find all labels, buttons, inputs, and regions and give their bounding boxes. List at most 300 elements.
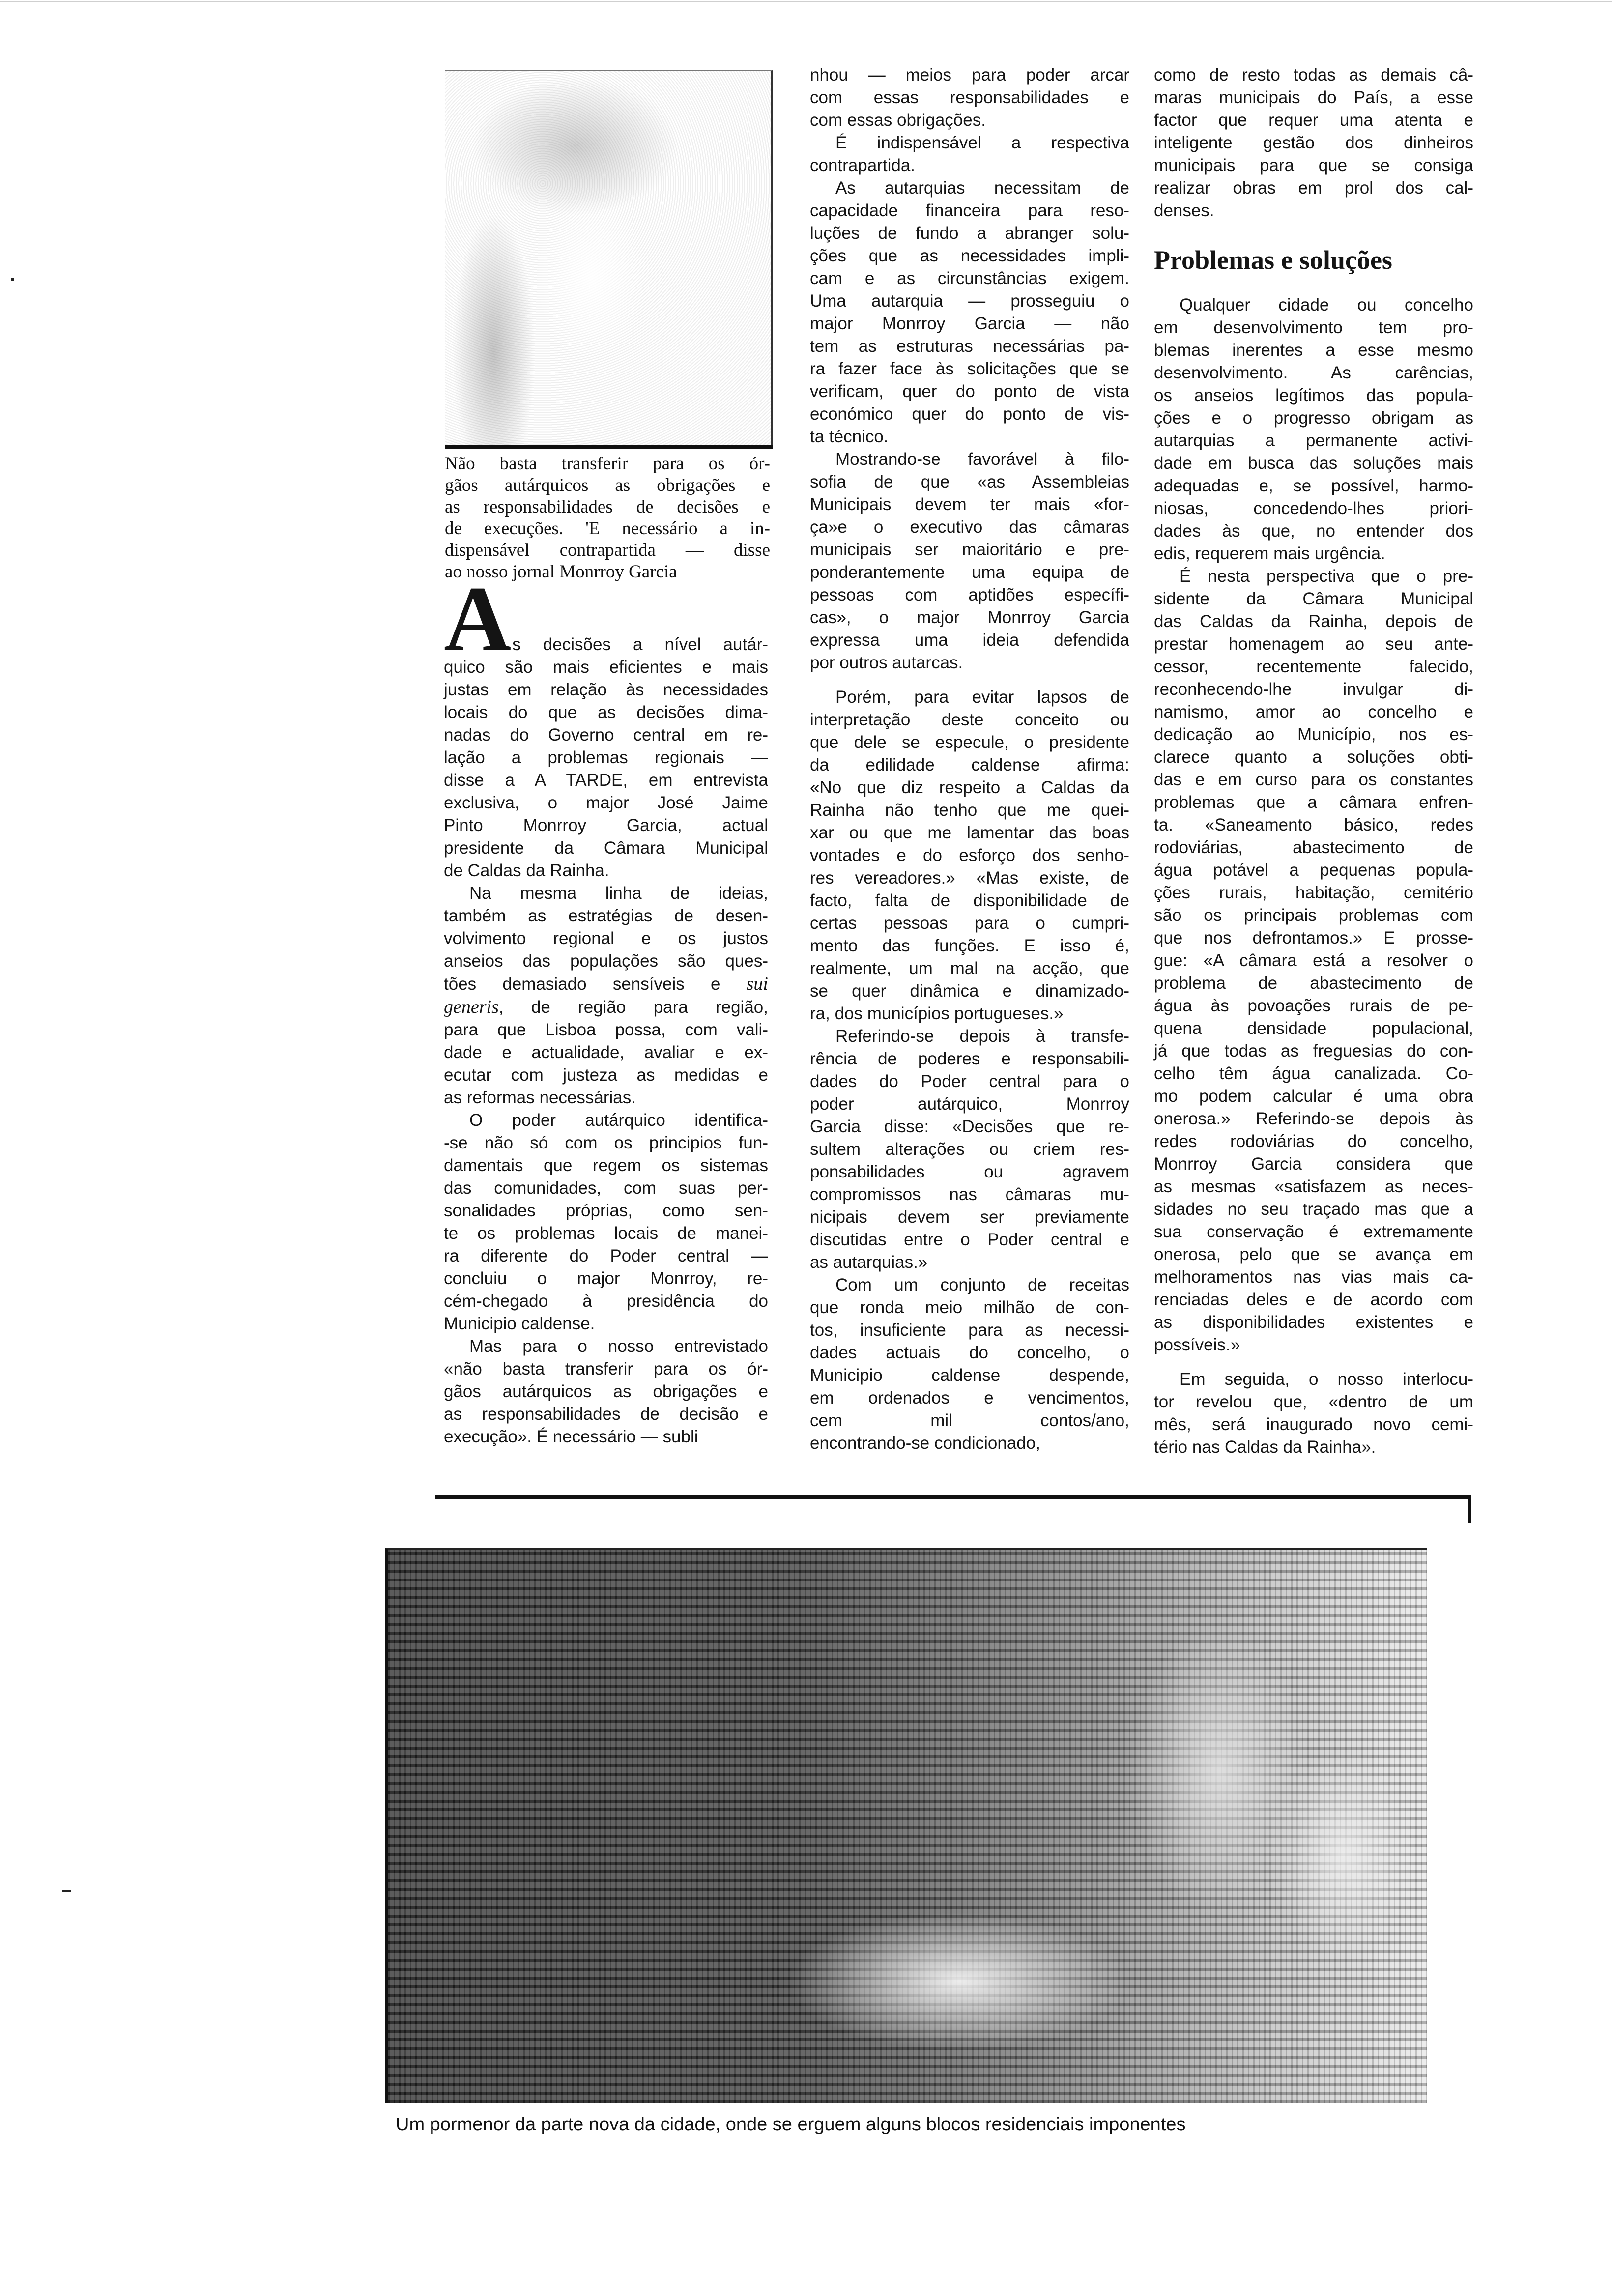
- line-text: dade e actualidade, avaliar e ex-: [444, 1043, 768, 1062]
- text-line: [1154, 1221, 1473, 1243]
- line-text: ta. «Saneamento básico, redes: [1154, 815, 1473, 834]
- text-line: [444, 679, 768, 701]
- line-text: mo podem calcular é uma obra: [1154, 1087, 1473, 1106]
- text-line: [810, 1183, 1129, 1206]
- text-line: [810, 471, 1129, 493]
- line-text: locais do que as decisões dima-: [444, 703, 768, 722]
- line-text: encontrando-se condicionado,: [810, 1434, 1040, 1453]
- line-text: mês, será inaugurado novo cemi-: [1154, 1415, 1473, 1434]
- line-text: melhoramentos nas vias mais ca-: [1154, 1267, 1473, 1287]
- line-text: ta técnico.: [810, 427, 889, 446]
- line-text: água potável a pequenas popula-: [1154, 861, 1473, 880]
- text-line: [810, 1364, 1129, 1387]
- line-text: as autarquias.»: [810, 1253, 928, 1272]
- text-line: [444, 1200, 768, 1222]
- line-text: adequadas e, se possível, harmo-: [1154, 476, 1473, 495]
- line-text: onerosa, pelo que se avança em: [1154, 1245, 1473, 1264]
- article-paragraph: [810, 132, 1129, 177]
- line-text: que dele se especule, o presidente: [810, 733, 1129, 752]
- article-column-3: [1154, 64, 1473, 1459]
- text-line: [1154, 1198, 1473, 1221]
- line-text: dades às que, no entender dos: [1154, 521, 1473, 541]
- caption-line: Não basta transferir para os ór-: [445, 454, 770, 474]
- text-line: [810, 867, 1129, 890]
- text-line: [1154, 927, 1473, 949]
- line-text: quico são mais eficientes e mais: [444, 658, 768, 677]
- text-line: [444, 950, 768, 973]
- text-line: [810, 516, 1129, 539]
- text-line: [810, 177, 1129, 200]
- line-text: possíveis.»: [1154, 1335, 1240, 1354]
- line-text: realizar obras em prol dos cal-: [1154, 178, 1473, 198]
- text-line: [444, 1177, 768, 1200]
- line-text: renciadas deles e de acordo com: [1154, 1290, 1473, 1309]
- text-line: [1154, 154, 1473, 177]
- line-text: das e em curso para os constantes: [1154, 770, 1473, 789]
- caption-line: as responsabilidades de decisões e: [445, 497, 770, 517]
- line-text: Referindo-se depois à transfe-: [835, 1027, 1129, 1046]
- line-text: justas em relação às necessidades: [444, 680, 768, 699]
- scan-speck: [11, 278, 14, 281]
- line-text: da edilidade caldense afirma:: [810, 755, 1129, 775]
- text-line: [810, 561, 1129, 584]
- line-text: água às povoações rurais de pe-: [1154, 996, 1473, 1015]
- line-text: anseios das populações são ques-: [444, 951, 768, 971]
- line-text: cam e as circunstâncias exigem.: [810, 269, 1129, 288]
- line-text: com essas obrigações.: [810, 111, 986, 130]
- line-text: onerosa.» Referindo-se depois às: [1154, 1109, 1473, 1128]
- line-text: pessoas com aptidões específi-: [810, 585, 1129, 604]
- article-paragraph: [810, 64, 1129, 132]
- line-text: capacidade financeira para reso-: [810, 201, 1129, 220]
- text-line: [810, 844, 1129, 867]
- text-line: [444, 1019, 768, 1041]
- line-text: mento das funções. E isso é,: [810, 936, 1129, 955]
- line-text: discutidas entre o Poder central e: [810, 1230, 1129, 1249]
- line-text: dades actuais do concelho, o: [810, 1343, 1129, 1362]
- line-text: vontades e do esforço dos senho-: [810, 846, 1129, 865]
- text-line: [1154, 836, 1473, 859]
- text-line: [810, 1093, 1129, 1116]
- text-line: [1154, 86, 1473, 109]
- text-line: [810, 799, 1129, 822]
- text-line: [810, 403, 1129, 426]
- line-text: certas pessoas para o cumpri-: [810, 914, 1129, 933]
- article-paragraph: [810, 448, 1129, 674]
- text-line: [1154, 1334, 1473, 1356]
- text-line: [810, 290, 1129, 313]
- section-heading: Problemas e soluções: [1154, 245, 1392, 275]
- line-text: sidente da Câmara Municipal: [1154, 589, 1473, 608]
- text-line: [810, 335, 1129, 358]
- text-line: [1154, 588, 1473, 610]
- line-text: Garcia disse: «Decisões que re-: [810, 1117, 1129, 1136]
- line-text: cem mil contos/ano,: [810, 1411, 1129, 1430]
- line-text: maras municipais do País, a esse: [1154, 88, 1473, 107]
- text-line: [1154, 565, 1473, 588]
- line-text: dedicação ao Município, nos es-: [1154, 725, 1473, 744]
- text-line: [444, 1245, 768, 1267]
- text-line: [810, 1229, 1129, 1251]
- text-line: [810, 709, 1129, 731]
- line-text: xar ou que me lamentar das boas: [810, 823, 1129, 842]
- text-line: [810, 912, 1129, 935]
- line-text: das Caldas da Rainha, depois de: [1154, 612, 1473, 631]
- article-paragraph: [810, 1025, 1129, 1274]
- text-line: [810, 606, 1129, 629]
- text-line: [1154, 633, 1473, 656]
- text-line: [810, 380, 1129, 403]
- line-text: de Caldas da Rainha.: [444, 861, 609, 880]
- article-paragraph: [810, 177, 1129, 448]
- line-text: denses.: [1154, 201, 1214, 220]
- text-line: [444, 1403, 768, 1426]
- line-text: ecutar com justeza as medidas e: [444, 1065, 768, 1085]
- article-column-2: [810, 64, 1129, 1455]
- line-text: tério nas Caldas da Rainha».: [1154, 1437, 1376, 1457]
- line-text: as disponibilidades existentes e: [1154, 1313, 1473, 1332]
- text-line: [810, 1025, 1129, 1048]
- text-line: [1154, 949, 1473, 972]
- text-line: [810, 1387, 1129, 1409]
- line-text: contrapartida.: [810, 156, 916, 175]
- line-text: problema de abastecimento de: [1154, 974, 1473, 993]
- drop-cap: A: [444, 568, 512, 671]
- line-text: te os problemas locais de manei-: [444, 1224, 768, 1243]
- line-text: celho têm água canalizada. Co-: [1154, 1064, 1473, 1083]
- text-line: [810, 1296, 1129, 1319]
- text-line: [810, 493, 1129, 516]
- text-line: [810, 584, 1129, 606]
- divider-end-mark: [1468, 1495, 1471, 1523]
- text-line: [1154, 746, 1473, 769]
- text-line: [810, 358, 1129, 380]
- text-line: [810, 539, 1129, 561]
- text-line: [1154, 520, 1473, 543]
- text-line: [810, 754, 1129, 776]
- article-paragraph: [444, 1335, 768, 1448]
- line-text: que ronda meio milhão de con-: [810, 1298, 1129, 1317]
- line-text: tem as estruturas necessárias pa-: [810, 337, 1129, 356]
- line-text: factor que requer uma atenta e: [1154, 111, 1473, 130]
- line-text: Qualquer cidade ou concelho: [1180, 295, 1473, 315]
- line-text: poder autárquico, Monrroy: [810, 1094, 1129, 1114]
- line-text: Com um conjunto de receitas: [835, 1275, 1129, 1294]
- text-line: [810, 957, 1129, 980]
- line-text: res vereadores.» «Mas existe, de: [810, 868, 1129, 888]
- text-line: [1154, 109, 1473, 132]
- line-text: com essas responsabilidades e: [810, 88, 1129, 107]
- line-text: Rainha não tenho que me quei-: [810, 801, 1129, 820]
- line-text: as reformas necessárias.: [444, 1088, 636, 1107]
- text-line: [1154, 1368, 1473, 1391]
- line-text: ra fazer face às solicitações que se: [810, 359, 1129, 378]
- text-line: [1154, 814, 1473, 836]
- line-text: reconhecendo-lhe invulgar di-: [1154, 680, 1473, 699]
- text-line: [1154, 407, 1473, 430]
- line-text: dades do Poder central para o: [810, 1072, 1129, 1091]
- article-paragraph: [1154, 565, 1473, 1356]
- text-line: [810, 1070, 1129, 1093]
- text-line: [810, 64, 1129, 86]
- text-line: [810, 1251, 1129, 1274]
- line-text: Em seguida, o nosso interlocu-: [1180, 1370, 1473, 1389]
- text-line: [1154, 64, 1473, 86]
- text-line: [444, 905, 768, 927]
- line-text: Monrroy Garcia considera que: [1154, 1154, 1473, 1174]
- caption-line: ao nosso jornal Monrroy Garcia: [445, 562, 677, 582]
- text-line: [1154, 859, 1473, 882]
- text-line: [810, 222, 1129, 245]
- text-line: [1154, 882, 1473, 904]
- text-line: [1154, 497, 1473, 520]
- text-line: [1154, 1311, 1473, 1334]
- text-line: [444, 1313, 768, 1335]
- italic-text: generis: [444, 997, 499, 1017]
- line-text: exclusiva, o major José Jaime: [444, 793, 768, 812]
- scan-speck: [62, 1890, 71, 1892]
- line-text: ponderantemente uma equipa de: [810, 563, 1129, 582]
- text-line: [1154, 1436, 1473, 1459]
- line-text: namismo, amor ao concelho e: [1154, 702, 1473, 721]
- line-text: expressa uma ideia defendida: [810, 631, 1129, 650]
- text-line: [444, 1132, 768, 1154]
- text-line: [1154, 1176, 1473, 1198]
- text-line: [810, 109, 1129, 132]
- text-line: [1154, 362, 1473, 384]
- line-text: por outros autarcas.: [810, 653, 963, 672]
- article-paragraph: [444, 1109, 768, 1335]
- line-text: s decisões a nível autár-: [512, 635, 768, 654]
- text-line: [444, 882, 768, 905]
- text-line: [810, 652, 1129, 674]
- line-text: É indispensável a respectiva: [835, 133, 1129, 152]
- text-line: [1154, 316, 1473, 339]
- line-text: já que todas as freguesias do con-: [1154, 1041, 1473, 1061]
- text-line: [810, 980, 1129, 1003]
- line-text: Municipio caldense despende,: [810, 1366, 1129, 1385]
- text-line: [1154, 1289, 1473, 1311]
- text-line: [810, 686, 1129, 709]
- article-paragraph: [810, 1274, 1129, 1455]
- text-line: [1154, 656, 1473, 678]
- text-line: [444, 1222, 768, 1245]
- portrait-caption: [445, 453, 770, 583]
- line-text: niosas, concedendo-lhes priori-: [1154, 499, 1473, 518]
- line-text: verificam, quer do ponto de vista: [810, 382, 1129, 401]
- text-line: [1154, 430, 1473, 452]
- portrait-photo: [445, 70, 773, 446]
- text-line: [810, 1003, 1129, 1025]
- line-text: económico quer do ponto de vis-: [810, 404, 1129, 424]
- line-text: As autarquias necessitam de: [835, 178, 1129, 198]
- city-photo: [385, 1548, 1427, 2103]
- text-line: [810, 1138, 1129, 1161]
- text-line: [444, 996, 768, 1019]
- line-text: das comunidades, com suas per-: [444, 1178, 768, 1198]
- line-text: municipais ser maioritário e pre-: [810, 540, 1129, 559]
- line-text: rência de poderes e responsabili-: [810, 1049, 1129, 1068]
- line-text: major Monrroy Garcia — não: [810, 314, 1129, 333]
- text-line: [444, 927, 768, 950]
- text-line: [444, 1041, 768, 1064]
- text-line: [810, 1048, 1129, 1070]
- text-line: [1154, 723, 1473, 746]
- text-line: [1154, 543, 1473, 565]
- line-text: em ordenados e vencimentos,: [810, 1388, 1129, 1407]
- text-line: [444, 1267, 768, 1290]
- line-text: os anseios legítimos das popula-: [1154, 386, 1473, 405]
- line-text: cessor, recentemente falecido,: [1154, 657, 1473, 676]
- line-text: rodoviárias, abastecimento de: [1154, 838, 1473, 857]
- text-line: [444, 1290, 768, 1313]
- line-text: , de região para região,: [498, 998, 768, 1017]
- line-text: Municipais devem ter mais «for-: [810, 495, 1129, 514]
- line-text: também as estratégias de desen-: [444, 906, 768, 925]
- line-text: as responsabilidades de decisão e: [444, 1405, 768, 1424]
- line-text: disse a A TARDE, em entrevista: [444, 771, 768, 790]
- text-line: [1154, 972, 1473, 995]
- text-line: [1154, 769, 1473, 791]
- line-text: ções e o progresso obrigam as: [1154, 408, 1473, 428]
- text-line: [1154, 1243, 1473, 1266]
- line-text: presidente da Câmara Municipal: [444, 838, 768, 858]
- text-line: [1154, 1085, 1473, 1108]
- line-text: quena densidade populacional,: [1154, 1019, 1473, 1038]
- photo-caption: Um pormenor da parte nova da cidade, onde se erguem alguns blocos residenciais imponentes: [396, 2114, 1186, 2135]
- text-line: [444, 1426, 768, 1448]
- text-line: [810, 448, 1129, 471]
- text-line: [1154, 1413, 1473, 1436]
- line-text: se quer dinâmica e dinamizado-: [810, 981, 1129, 1001]
- text-line: [444, 814, 768, 837]
- text-line: [1154, 132, 1473, 154]
- text-line: [1154, 475, 1473, 497]
- text-line: [1154, 1062, 1473, 1085]
- text-line: [1154, 610, 1473, 633]
- italic-text: sui: [746, 974, 768, 994]
- text-line: [810, 86, 1129, 109]
- portrait-frame-edge: [445, 445, 773, 449]
- line-text: tos, insuficiente para as necessi-: [810, 1320, 1129, 1340]
- line-text: municipais para que se consiga: [1154, 156, 1473, 175]
- text-line: [1154, 384, 1473, 407]
- line-text: nadas do Governo central em re-: [444, 725, 768, 745]
- line-text: lação a problemas regionais —: [444, 748, 768, 767]
- line-text: Municipio caldense.: [444, 1314, 595, 1333]
- line-text: damentais que regem os sistemas: [444, 1156, 768, 1175]
- text-line: [1154, 294, 1473, 316]
- line-text: compromissos nas câmaras mu-: [810, 1185, 1129, 1204]
- line-text: volvimento regional e os justos: [444, 929, 768, 948]
- text-line: [810, 1206, 1129, 1229]
- text-line: [810, 822, 1129, 844]
- line-text: para que Lisboa possa, com vali-: [444, 1020, 768, 1039]
- text-line: [810, 200, 1129, 222]
- text-line: [810, 1432, 1129, 1455]
- line-text: -se não só com os principios fun-: [444, 1133, 768, 1152]
- text-line: [444, 792, 768, 814]
- article-paragraph: [1154, 64, 1473, 222]
- text-line: [810, 313, 1129, 335]
- line-text: Pinto Monrroy Garcia, actual: [444, 816, 768, 835]
- line-text: facto, falta de disponibilidade de: [810, 891, 1129, 910]
- text-line: [810, 132, 1129, 154]
- line-text: tor revelou que, «dentro de um: [1154, 1392, 1473, 1411]
- article-paragraph: [444, 882, 768, 1109]
- article-paragraph: [1154, 294, 1473, 565]
- text-line: [810, 154, 1129, 177]
- text-line: [810, 731, 1129, 754]
- line-text: tões demasiado sensíveis e: [444, 975, 747, 994]
- text-line: [444, 1358, 768, 1380]
- text-line: [810, 629, 1129, 652]
- section-divider: [435, 1495, 1471, 1499]
- line-text: dade em busca das soluções mais: [1154, 454, 1473, 473]
- caption-line: de execuções. 'E necessário a in-: [445, 518, 770, 539]
- text-line: [444, 1064, 768, 1087]
- text-line: [1154, 177, 1473, 200]
- text-line: [1154, 1391, 1473, 1413]
- line-text: Na mesma linha de ideias,: [469, 884, 768, 903]
- line-text: em desenvolvimento tem pro-: [1154, 318, 1473, 337]
- text-line: [810, 1409, 1129, 1432]
- text-line: [444, 1335, 768, 1358]
- text-line: [1154, 200, 1473, 222]
- text-line: [1154, 339, 1473, 362]
- line-text: sofia de que «as Assembleias: [810, 472, 1129, 491]
- line-text: ra, dos municípios portugueses.»: [810, 1004, 1064, 1023]
- text-line: [1154, 678, 1473, 701]
- line-text: problemas que a câmara enfren-: [1154, 793, 1473, 812]
- text-line: [444, 701, 768, 724]
- text-line: [1154, 701, 1473, 723]
- line-text: concluiu o major Monrroy, re-: [444, 1269, 768, 1288]
- text-line: [444, 1380, 768, 1403]
- line-text: são os principais problemas com: [1154, 906, 1473, 925]
- line-text: gue: «A câmara está a resolver o: [1154, 951, 1473, 970]
- line-text: sultem alterações ou criem res-: [810, 1140, 1129, 1159]
- line-text: ça»e o executivo das câmaras: [810, 517, 1129, 537]
- line-text: «não basta transferir para os ór-: [444, 1359, 768, 1378]
- line-text: clarece quanto a soluções obti-: [1154, 747, 1473, 767]
- line-text: gãos autárquicos as obrigações e: [444, 1382, 768, 1401]
- caption-line: dispensável contrapartida — disse: [445, 540, 770, 560]
- line-text: autarquias a permanente activi-: [1154, 431, 1473, 450]
- line-text: sua conservação é extremamente: [1154, 1222, 1473, 1241]
- line-text: nhou — meios para poder arcar: [810, 65, 1129, 85]
- text-line: [810, 1342, 1129, 1364]
- text-line: [810, 890, 1129, 912]
- line-text: as mesmas «satisfazem as neces-: [1154, 1177, 1473, 1196]
- text-line: [810, 935, 1129, 957]
- text-line: [1154, 1266, 1473, 1289]
- line-text: Mas para o nosso entrevistado: [469, 1337, 768, 1356]
- text-line: [1154, 791, 1473, 814]
- text-line: [444, 769, 768, 792]
- text-line: [810, 267, 1129, 290]
- line-text: que nos defrontamos.» E prosse-: [1154, 928, 1473, 947]
- line-text: execução». É necessário — subli: [444, 1427, 698, 1446]
- article-paragraph: [810, 686, 1129, 1025]
- text-line: [444, 656, 768, 679]
- text-line: [444, 973, 768, 996]
- text-line: [444, 837, 768, 860]
- line-text: Uma autarquia — prosseguiu o: [810, 291, 1129, 311]
- text-line: [810, 1319, 1129, 1342]
- line-text: ções rurais, habitação, cemitério: [1154, 883, 1473, 902]
- text-line: [444, 724, 768, 746]
